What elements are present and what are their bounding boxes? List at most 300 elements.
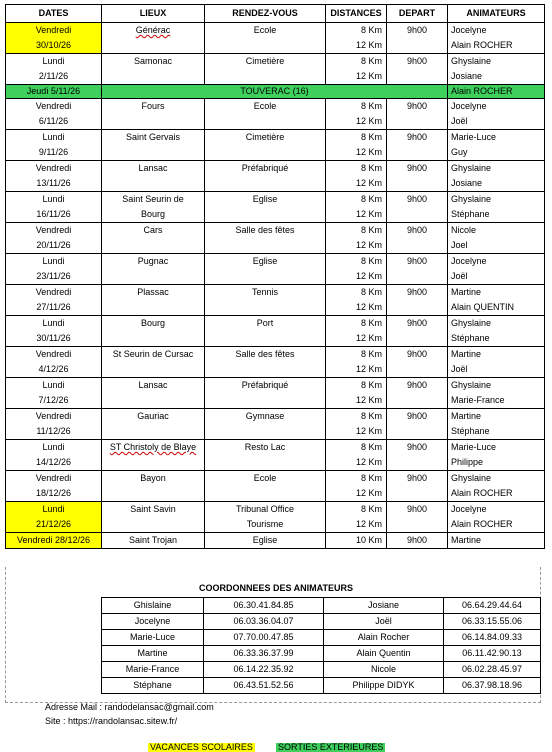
schedule-body [6,23,545,549]
depart-cell [387,285,448,316]
distances-cell [326,378,387,409]
date-cell-line: Lundi [42,132,65,142]
animateur-phone: 06.37.98.18.96 [444,678,541,694]
depart-cell [387,378,448,409]
lieu-cell-line: Fours [141,101,165,111]
legend-vacances-scolaires: VACANCES SCOLAIRES [150,742,253,752]
rendez-vous-cell [205,285,326,316]
animateur-phone: 06.33.36.37.99 [204,646,324,662]
schedule-row [6,130,545,161]
animateur-name: Stéphane [102,678,204,694]
animateurs-cell [448,223,545,254]
depart-cell-line: 9h00 [406,349,428,359]
depart-cell [387,223,448,254]
date-cell-line: Vendredi [35,25,72,35]
lieu-cell [102,130,205,161]
depart-cell-line: 9h00 [406,535,428,545]
animateurs-cell-line: Martine [451,349,482,359]
date-cell-line: Vendredi 28/12/26 [16,535,91,545]
distances-cell [326,161,387,192]
lieu-cell-line: Saint Gervais [125,132,181,142]
animateurs-cell-line: Alain ROCHER [451,519,513,529]
animateurs-cell [448,285,545,316]
animateurs-cell-line: Ghyslaine [451,318,492,328]
animateurs-cell [448,316,545,347]
schedule-row [6,285,545,316]
depart-cell [387,440,448,471]
header-dates: DATES [6,5,102,23]
date-cell-line: 13/11/26 [36,178,71,188]
distances-cell-line: 12 Km [355,240,382,250]
schedule-row [6,440,545,471]
animateur-phone: 06.43.51.52.56 [204,678,324,694]
animateurs-cell [448,471,545,502]
lieu-cell [102,440,205,471]
rendez-vous-cell [205,502,326,533]
lieu-cell [102,99,205,130]
date-cell-line: 2/11/26 [38,71,69,81]
depart-cell-line: 9h00 [406,101,428,111]
depart-cell [387,502,448,533]
header-distances: DISTANCES [326,5,387,23]
schedule-row [6,161,545,192]
depart-cell-line: 9h00 [406,473,428,483]
lieu-cell-line: Saint Trojan [128,535,178,545]
animateur-name: Alain Quentin [324,646,444,662]
animateurs-cell-line: Ghyslaine [451,194,492,204]
lieu-cell [102,502,205,533]
lieu-cell [102,192,205,223]
animateurs-cell-line: Marie-Luce [451,132,497,142]
rendez-vous-cell [205,130,326,161]
distances-cell-line: 8 Km [360,25,382,35]
depart-cell-line: 9h00 [406,56,428,66]
distances-cell-line: 8 Km [360,473,382,483]
lieu-cell-line: Saint Seurin de [122,194,184,204]
animateur-name: Marie-Luce [102,630,204,646]
lieu-cell-line: Bayon [140,473,166,483]
coordinates-title: COORDONNEES DES ANIMATEURS [198,583,353,593]
animateurs-cell [448,347,545,378]
animateur-phone: 06.33.15.55.06 [444,614,541,630]
animateurs-cell-line: Ghyslaine [451,163,492,173]
distances-cell-line: 12 Km [355,488,382,498]
lieu-cell-line: Générac [135,25,171,35]
lieu-cell-line: Pugnac [137,256,169,266]
animateurs-cell-line: Nicole [451,225,477,235]
distances-cell-line: 12 Km [355,395,382,405]
date-cell [6,502,102,533]
rendez-vous-cell [205,316,326,347]
animateurs-cell-line: Martine [451,411,482,421]
schedule-row [6,316,545,347]
distances-cell-line: 12 Km [355,71,382,81]
lieu-cell [102,23,205,54]
coordinates-row [102,646,541,662]
distances-cell [326,23,387,54]
date-cell-line: Lundi [42,56,65,66]
animateur-phone: 06.02.28.45.97 [444,662,541,678]
distances-cell-line: 8 Km [360,504,382,514]
lieu-cell [102,347,205,378]
rendez-vous-cell-line: Ecole [253,101,277,111]
coordinates-table [101,597,541,694]
date-cell [6,409,102,440]
distances-cell-line: 12 Km [355,209,382,219]
lieu-cell-line: Lansac [138,380,168,390]
date-cell-line: 30/10/26 [35,40,72,50]
header-depart: DEPART [387,5,448,23]
rendez-vous-cell [205,254,326,285]
date-cell [6,54,102,85]
animateurs-cell-line: Ghyslaine [451,473,492,483]
coordinates-row [102,598,541,614]
distances-cell [326,347,387,378]
depart-cell-line: 9h00 [406,318,428,328]
distances-cell-line: 12 Km [355,457,382,467]
distances-cell [326,130,387,161]
lieu-cell-line: Lansac [138,163,168,173]
schedule-row [6,99,545,130]
animateurs-cell-text: Alain ROCHER [451,86,513,96]
distances-cell-line: 12 Km [355,178,382,188]
lieu-cell [102,533,205,549]
legend-sorties-exterieures: SORTIES EXTERIEURES [278,742,384,752]
distances-cell-line: 12 Km [355,147,382,157]
distances-cell [326,54,387,85]
animateur-name: Josiane [324,598,444,614]
distances-cell-line: 12 Km [355,116,382,126]
animateur-phone: 06.14.22.35.92 [204,662,324,678]
animateurs-cell-line: Joël [451,116,468,126]
coordinates-body [102,598,541,694]
footer-mail: Adresse Mail : randodelansac@gmail.com [45,702,214,712]
coordinates-row [102,678,541,694]
date-cell-line: 14/12/26 [35,457,72,467]
date-cell-line: Lundi [42,318,65,328]
depart-cell [387,130,448,161]
depart-cell [387,254,448,285]
animateurs-cell-line: Philippe [451,457,484,467]
distances-cell-line: 8 Km [360,163,382,173]
animateur-phone: 07.70.00.47.85 [204,630,324,646]
rendez-vous-cell-line: Port [256,318,274,328]
distances-cell [326,254,387,285]
depart-cell [387,99,448,130]
schedule-row-sortie [6,85,545,99]
schedule-row [6,192,545,223]
date-cell [6,161,102,192]
rendez-vous-cell-line: Resto Lac [244,442,286,452]
schedule-row [6,502,545,533]
distances-cell [326,409,387,440]
animateurs-cell [448,409,545,440]
schedule-row [6,378,545,409]
lieu-cell-line: Bourg [140,318,166,328]
rendez-vous-cell [205,378,326,409]
date-cell [6,85,102,99]
rendez-vous-cell [205,223,326,254]
rendez-vous-cell-line: Tribunal Office [235,504,295,514]
rendez-vous-cell-line: Cimetière [245,132,285,142]
lieu-cell-line: Cars [143,225,163,235]
lieu-cell-line: Plassac [137,287,169,297]
rendez-vous-cell [205,23,326,54]
date-cell-line: 16/11/26 [36,209,71,219]
lieu-cell-line: ST Christoly de Blaye [109,442,197,452]
depart-cell [387,54,448,85]
date-cell [6,533,102,549]
rendez-vous-cell-line: Cimetière [245,56,285,66]
animateur-name: Martine [102,646,204,662]
distances-cell-line: 12 Km [355,302,382,312]
animateurs-cell-line: Martine [451,287,482,297]
animateurs-cell-line: Ghyslaine [451,380,492,390]
lieu-cell [102,316,205,347]
date-cell-line: 20/11/26 [36,240,71,250]
date-cell-line: 6/11/26 [38,116,69,126]
date-cell-line: Lundi [42,256,65,266]
schedule-row [6,254,545,285]
distances-cell-line: 8 Km [360,349,382,359]
animateur-name: Alain Rocher [324,630,444,646]
date-cell-line: Vendredi [35,163,72,173]
animateurs-cell [448,533,545,549]
animateurs-cell-line: Marie-Luce [451,442,497,452]
animateurs-cell-line: Alain ROCHER [451,40,513,50]
date-cell-line: 4/12/26 [38,364,69,374]
rendez-vous-cell [205,347,326,378]
distances-cell [326,471,387,502]
animateurs-cell-line: Stéphane [451,426,490,436]
distances-cell-line: 8 Km [360,380,382,390]
lieu-cell [102,85,448,99]
date-cell [6,316,102,347]
depart-cell [387,409,448,440]
rendez-vous-cell-line: Eglise [252,194,278,204]
animateur-name: Jocelyne [102,614,204,630]
distances-cell [326,533,387,549]
schedule-row [6,347,545,378]
date-cell [6,130,102,161]
depart-cell-line: 9h00 [406,504,428,514]
schedule-row [6,533,545,549]
date-cell [6,378,102,409]
animateur-phone: 06.64.29.44.64 [444,598,541,614]
animateur-phone: 06.14.84.09.33 [444,630,541,646]
depart-cell-line: 9h00 [406,287,428,297]
date-cell [6,99,102,130]
animateurs-cell [448,502,545,533]
rendez-vous-cell [205,99,326,130]
rendez-vous-cell-line: Ecole [253,473,277,483]
animateurs-cell-line: Jocelyne [451,256,487,266]
depart-cell [387,316,448,347]
animateurs-cell [448,378,545,409]
rendez-vous-cell [205,192,326,223]
distances-cell-line: 8 Km [360,411,382,421]
rendez-vous-cell-line: Eglise [252,256,278,266]
distances-cell [326,440,387,471]
distances-cell [326,316,387,347]
distances-cell [326,192,387,223]
distances-cell-line: 12 Km [355,40,382,50]
lieu-cell [102,223,205,254]
depart-cell-line: 9h00 [406,163,428,173]
animateur-name: Nicole [324,662,444,678]
animateurs-cell-line: Josiane [451,71,483,81]
date-cell-line: 7/12/26 [38,395,69,405]
date-cell-line: Vendredi [35,287,72,297]
animateurs-cell-line: Alain QUENTIN [451,302,515,312]
animateur-phone: 06.11.42.90.13 [444,646,541,662]
rendez-vous-cell [205,409,326,440]
animateurs-cell-line: Josiane [451,178,483,188]
schedule-header-row [6,5,545,23]
animateurs-cell-line: Alain ROCHER [451,488,513,498]
date-cell-line: 18/12/26 [35,488,72,498]
date-cell-line: 23/11/26 [36,271,71,281]
distances-cell [326,223,387,254]
distances-cell [326,99,387,130]
date-cell [6,285,102,316]
animateurs-cell [448,23,545,54]
depart-cell-line: 9h00 [406,256,428,266]
distances-cell-line: 8 Km [360,287,382,297]
lieu-cell-line: Samonac [133,56,173,66]
depart-cell-line: 9h00 [406,442,428,452]
header-lieux: LIEUX [102,5,205,23]
schedule-row [6,409,545,440]
animateurs-cell-line: Stéphane [451,209,490,219]
animateurs-cell [448,130,545,161]
rendez-vous-cell-line: Ecole [253,25,277,35]
animateurs-cell-line: Jocelyne [451,504,487,514]
date-cell-line: 27/11/26 [36,302,71,312]
distances-cell-line: 8 Km [360,101,382,111]
animateurs-cell [448,99,545,130]
distances-cell [326,502,387,533]
date-cell-line: Vendredi [35,349,72,359]
rendez-vous-cell [205,54,326,85]
rendez-vous-cell-line: Eglise [252,535,278,545]
distances-cell-line: 8 Km [360,132,382,142]
date-cell [6,23,102,54]
lieu-cell-line: Saint Savin [130,504,176,514]
distances-cell [326,285,387,316]
lieu-cell [102,285,205,316]
date-cell [6,471,102,502]
rendez-vous-cell-line: Gymnase [245,411,285,421]
date-cell-line: Vendredi [35,411,72,421]
distances-cell-line: 12 Km [355,426,382,436]
date-cell-line: Lundi [42,194,65,204]
animateur-name: Philippe DIDYK [324,678,444,694]
animateur-name: Joël [324,614,444,630]
animateurs-cell-line: Martine [451,535,482,545]
date-cell-line: 9/11/26 [38,147,69,157]
animateurs-cell [448,161,545,192]
rendez-vous-cell-line: Tennis [251,287,278,297]
date-cell [6,440,102,471]
depart-cell-line: 9h00 [406,411,428,421]
animateurs-cell-line: Ghyslaine [451,56,492,66]
depart-cell [387,471,448,502]
depart-cell-line: 9h00 [406,25,428,35]
schedule-row [6,471,545,502]
date-cell-line: Lundi [42,504,65,514]
animateurs-cell [448,85,545,99]
lieu-cell-line: St Seurin de Cursac [112,349,194,359]
date-cell-line: Vendredi [35,101,72,111]
depart-cell-line: 9h00 [406,225,428,235]
animateur-name: Ghislaine [102,598,204,614]
lieu-cell-text: TOUVERAC (16) [240,86,309,96]
animateurs-cell [448,54,545,85]
schedule-row [6,23,545,54]
rendez-vous-cell-line: Salle des fêtes [235,225,295,235]
depart-cell [387,533,448,549]
distances-cell-line: 12 Km [355,333,382,343]
rendez-vous-cell [205,471,326,502]
depart-cell-line: 9h00 [406,132,428,142]
date-cell [6,254,102,285]
schedule-table [5,4,545,549]
distances-cell-line: 8 Km [360,442,382,452]
lieu-cell [102,378,205,409]
date-cell [6,223,102,254]
animateurs-cell-line: Stéphane [451,333,490,343]
animateurs-cell-line: Jocelyne [451,101,487,111]
rendez-vous-cell [205,533,326,549]
distances-cell-line: 8 Km [360,318,382,328]
distances-cell-line: 8 Km [360,194,382,204]
date-cell-line: Lundi [42,380,65,390]
animateurs-cell-line: Guy [451,147,468,157]
depart-cell [387,161,448,192]
distances-cell-line: 8 Km [360,256,382,266]
animateur-phone: 06.30.41.84.85 [204,598,324,614]
depart-cell [387,192,448,223]
distances-cell-line: 12 Km [355,519,382,529]
header-rendez-vous: RENDEZ-VOUS [205,5,326,23]
distances-cell-line: 12 Km [355,271,382,281]
animateur-name: Marie-France [102,662,204,678]
lieu-cell [102,254,205,285]
lieu-cell [102,161,205,192]
rendez-vous-cell-line: Salle des fêtes [235,349,295,359]
coordinates-row [102,662,541,678]
footer [45,700,214,728]
date-cell-line: Lundi [42,442,65,452]
animateurs-cell-line: Marie-France [451,395,505,405]
lieu-cell-line: Gauriac [137,411,169,421]
animateurs-cell [448,192,545,223]
animateurs-cell [448,254,545,285]
animateurs-cell-line: Jocelyne [451,25,487,35]
animateurs-cell-line: Joël [451,271,468,281]
coordinates-row [102,614,541,630]
schedule-row [6,54,545,85]
distances-cell-line: 10 Km [355,535,382,545]
rendez-vous-cell-line: Préfabriqué [241,380,289,390]
header-animateurs: ANIMATEURS [448,5,545,23]
date-cell [6,192,102,223]
distances-cell-line: 8 Km [360,225,382,235]
rendez-vous-cell [205,161,326,192]
lieu-cell-line: Bourg [140,209,166,219]
date-cell-line: 11/12/26 [36,426,71,436]
